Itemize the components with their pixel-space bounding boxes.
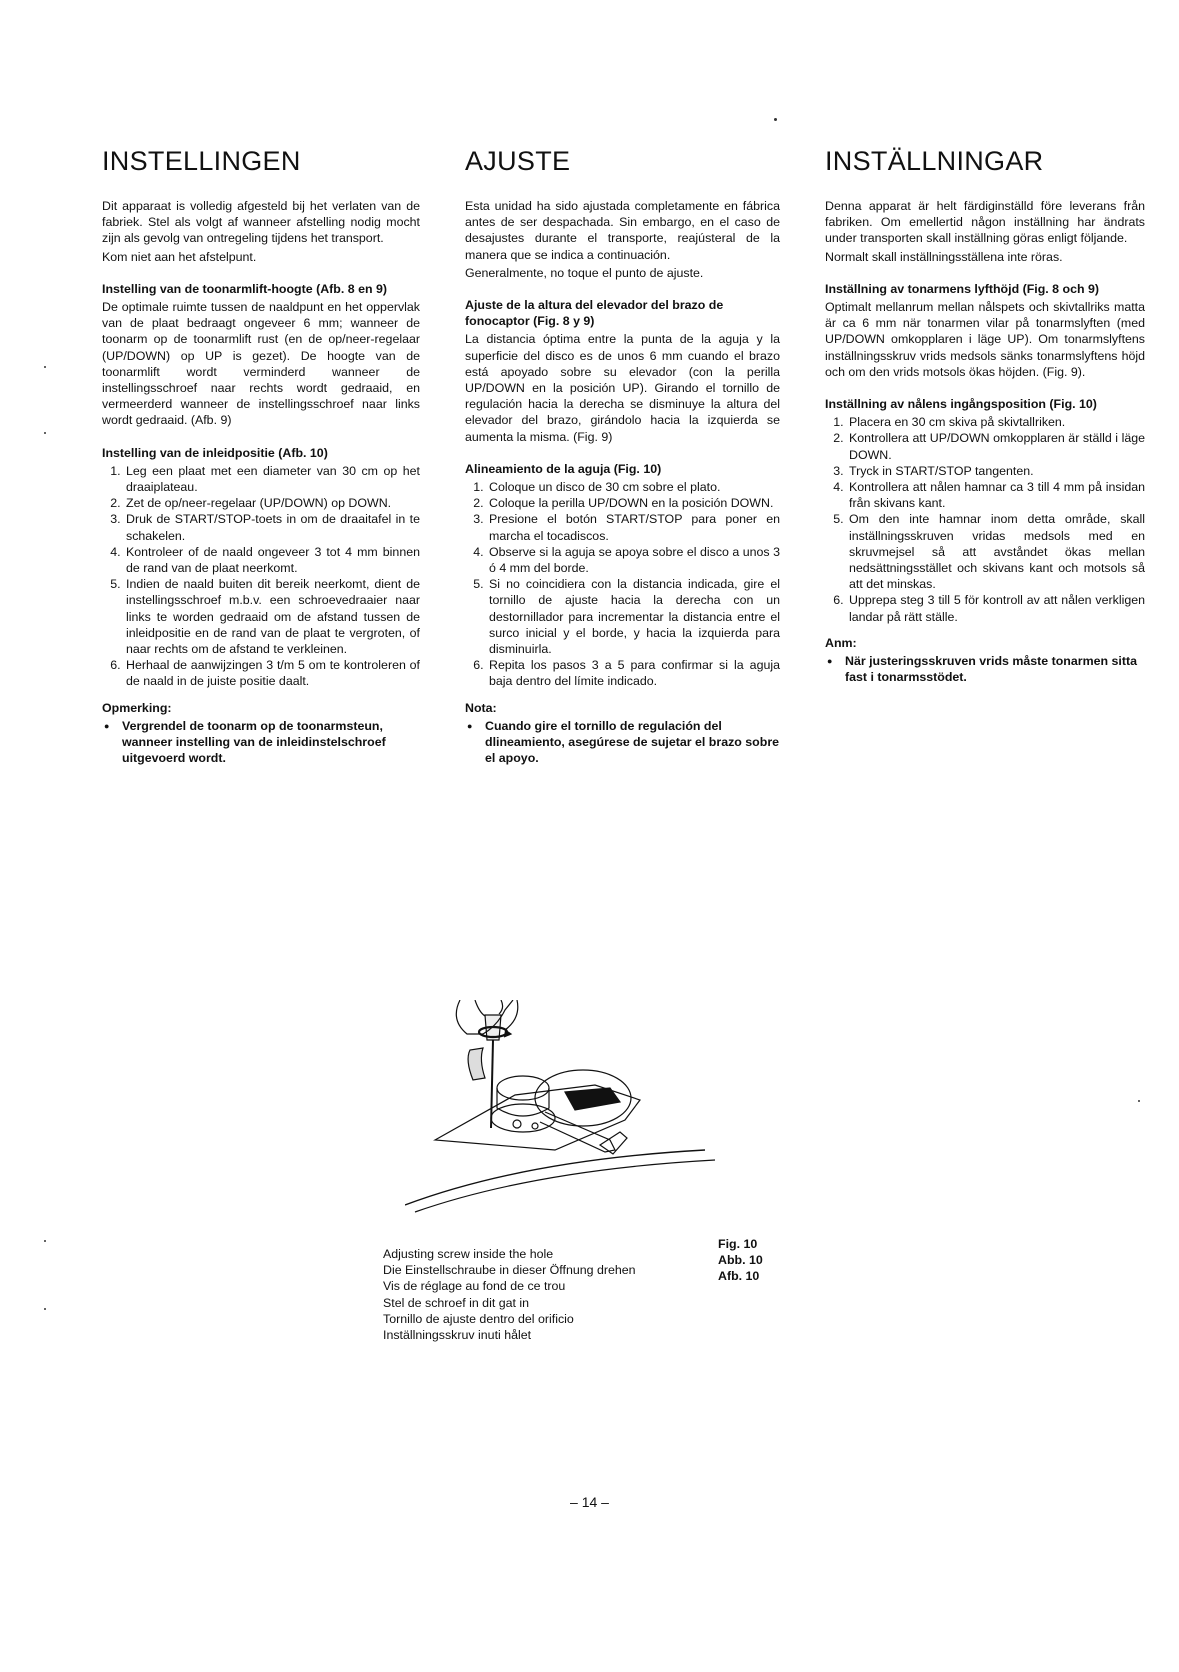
list-item: 2. Coloque la perilla UP/DOWN en la posición DOWN. xyxy=(487,495,780,511)
list-item: 1. Leg een plaat met een diameter van 30 cm op het draaiplateau. xyxy=(124,463,420,495)
figure-label-line: Abb. 10 xyxy=(718,1253,763,1268)
list-item: 2. Zet de op/neer-regelaar (UP/DOWN) op DOWN. xyxy=(124,495,420,511)
note-label: Anm: xyxy=(825,635,857,650)
caption-line: Die Einstellschraube in dieser Öffnung drehen xyxy=(383,1263,636,1278)
figure-label-line: Afb. 10 xyxy=(718,1269,760,1284)
figure-label xyxy=(718,1236,763,1285)
subsection-heading: Inställning av tonarmens lyfthöjd (Fig. 8 och 9) xyxy=(825,281,1099,296)
list-item: 3. Druk de START/STOP-toets in om de draaitafel in te schakelen. xyxy=(124,511,420,543)
scan-speck xyxy=(44,366,46,368)
intro-note: Normalt skall inställningsställena inte röras. xyxy=(825,249,1063,264)
list-item: 5. Om den inte hamnar inom detta område, skall inställningsskruven vridas medsols med en skruvmejsel så att avståndet ökas mellan nedsättningsstället och skivans kant och motsols så att det minskas. xyxy=(847,511,1145,592)
list-item: 4. Observe si la aguja se apoya sobre el disco a unos 3 ó 4 mm del borde. xyxy=(487,544,780,576)
list-item: 3. Presione el botón START/STOP para poner en marcha el tocadiscos. xyxy=(487,511,780,543)
subsection-heading: Instelling van de inleidpositie (Afb. 10) xyxy=(102,445,328,460)
subsection-lead-in xyxy=(102,445,420,690)
subsection-tonearm-lift xyxy=(465,297,780,445)
caption-line: Adjusting screw inside the hole xyxy=(383,1247,554,1261)
platter-edge-inner xyxy=(415,1160,715,1212)
pivot-base xyxy=(491,1104,555,1132)
turntable-adjustment-illustration xyxy=(405,1000,725,1215)
subsection-body: Optimalt mellanrum mellan nålspets och skivtallriks matta är ca 6 mm när tonarmen vilar på tonarmslyften (med UP/DOWN omkopplaren i läge UP). Om tonarmslyftens inställningsskruv vrids medsols sänks tonarmslyftens höjd och om den vrids motsols ökas höjden. (Fig. 9). xyxy=(825,300,1145,379)
steps-list xyxy=(102,463,420,690)
subsection-lead-in xyxy=(825,396,1145,625)
scan-speck xyxy=(44,1308,46,1310)
scan-speck xyxy=(1138,1100,1140,1102)
list-item: 6. Repita los pasos 3 a 5 para confirmar si la aguja baja dentro del límite indicado. xyxy=(487,657,780,689)
note-list xyxy=(465,718,780,767)
screwdriver-shaft xyxy=(491,1040,493,1128)
column-spanish xyxy=(465,146,780,767)
steps-list xyxy=(825,414,1145,625)
caption-line: Inställningsskruv inuti hålet xyxy=(383,1328,532,1343)
pivot-hole xyxy=(513,1120,521,1128)
subsection-lead-in xyxy=(465,461,780,690)
figure-label-line: Fig. 10 xyxy=(718,1237,758,1251)
tonearm xyxy=(540,1112,615,1152)
list-item: 5. Si no coincidiera con la distancia indicada, gire el tornillo de ajuste hacia la derecha con un destornillador para incrementar la distancia entre el surco inicial y el borde, y hacia la izquierda para disminuirla. xyxy=(487,576,780,657)
intro-text: Esta unidad ha sido ajustada completamente en fábrica antes de ser despachada. Sin embargo, en el caso de desajustes durante el transporte, reajústeral de la manera que se indica a continuación. xyxy=(465,199,780,262)
figure-caption xyxy=(383,1246,636,1343)
list-item: 6. Upprepa steg 3 till 5 för kontroll av att nålen verkligen landar på rätt ställe. xyxy=(847,592,1145,624)
subsection-heading: Ajuste de la altura del elevador del brazo de fonocaptor (Fig. 8 y 9) xyxy=(465,298,724,329)
list-item: 5. Indien de naald buiten dit bereik neerkomt, dient de instellingsschroef m.b.v. een schroevedraaier naar links te worden gedraaid om de afstand tussen de inleidpositie en de rand van de plaat te vergroten, of naar rechts om de afstand te verkleinen. xyxy=(124,576,420,657)
intro-text: Denna apparat är helt färdiginställd före leverans från fabriken. Om emellertid någon inställning har ändrats under transporten skall inställning göras enligt följande. xyxy=(825,199,1145,246)
list-item: 4. Kontroleer of de naald ongeveer 3 tot 4 mm binnen de rand van de plaat neerkomt. xyxy=(124,544,420,576)
intro-note: Kom niet aan het afstelpunt. xyxy=(102,249,257,264)
scan-speck xyxy=(774,118,777,121)
note-list xyxy=(102,718,420,767)
list-item: 4. Kontrollera att nålen hamnar ca 3 till 4 mm på insidan från skivans kant. xyxy=(847,479,1145,511)
counterweight xyxy=(565,1088,620,1110)
scan-speck xyxy=(44,1240,46,1242)
note-list xyxy=(825,653,1145,685)
list-item: 1. Coloque un disco de 30 cm sobre el plato. xyxy=(487,479,780,495)
subsection-tonearm-lift xyxy=(102,281,420,429)
pivot-top xyxy=(497,1076,549,1100)
steps-list xyxy=(465,479,780,690)
note-text: ● När justeringsskruven vrids måste tonarmen sitta fast i tonarmsstödet. xyxy=(845,653,1145,685)
note-text: ● Vergrendel de toonarm op de toonarmsteun, wanneer instelling van de inleidinstelschroef uitgevoerd wordt. xyxy=(122,718,420,767)
caption-line: Stel de schroef in dit gat in xyxy=(383,1295,530,1310)
list-item: 1. Placera en 30 cm skiva på skivtallriken. xyxy=(847,414,1145,430)
subsection-heading: Inställning av nålens ingångsposition (Fig. 10) xyxy=(825,397,1097,412)
caption-line: Tornillo de ajuste dentro del orificio xyxy=(383,1311,574,1326)
subsection-body: La distancia óptima entre la punta de la aguja y la superficie del disco es de unos 6 mm cuando el brazo está apoyado sobre su elevador (con la perilla UP/DOWN en la posición UP). Girando el tornillo de regulación hacia la derecha se disminuye la altura del elevador del brazo, girándolo hacia la izquierda se aumenta la misma. (Fig. 9) xyxy=(465,332,780,444)
section-title: AJUSTE xyxy=(465,146,571,176)
caption-line: Vis de réglage au fond de ce trou xyxy=(383,1279,566,1294)
intro-text: Dit apparaat is volledig afgesteld bij het verlaten van de fabriek. Stel als volgt af wanneer afstelling nodig mocht zijn als gevolg van ontregeling tijdens het transport. xyxy=(102,199,420,246)
subsection-body: De optimale ruimte tussen de naaldpunt en het oppervlak van de plaat bedraagt ongeveer 6 mm; wanneer de toonarm op de toonarmlift rust (en de op/neer-regelaar (UP/DOWN) op UP is gezet). De hoogte van de toonarmlift wordt verminderd wanneer de instellingsschroef naar rechts wordt gedraaid, en vermeerderd wanneer de instellingsschroef naar links wordt gedraaid. (Afb. 9) xyxy=(102,300,420,428)
column-swedish xyxy=(825,146,1145,685)
section-title: INSTÄLLNINGAR xyxy=(825,146,1044,176)
subsection-tonearm-lift xyxy=(825,281,1145,380)
page-number: – 14 – xyxy=(570,1494,609,1510)
section-title: INSTELLINGEN xyxy=(102,146,301,176)
list-item: 6. Herhaal de aanwijzingen 3 t/m 5 om te kontroleren of de naald in de juiste positie daalt. xyxy=(124,657,420,689)
note-label: Opmerking: xyxy=(102,700,172,715)
intro-note: Generalmente, no toque el punto de ajuste. xyxy=(465,265,704,280)
subsection-heading: Alineamiento de la aguja (Fig. 10) xyxy=(465,461,662,476)
scan-speck xyxy=(44,432,46,434)
list-item: 2. Kontrollera att UP/DOWN omkopplaren är ställd i läge DOWN. xyxy=(847,430,1145,462)
note-text: ● Cuando gire el tornillo de regulación del dlineamiento, asegúrese de sujetar el brazo sobre el apoyo. xyxy=(485,718,780,767)
arm-rest xyxy=(468,1048,485,1080)
column-dutch xyxy=(102,146,420,767)
list-item: 3. Tryck in START/STOP tangenten. xyxy=(847,463,1145,479)
note-label: Nota: xyxy=(465,700,497,715)
subsection-heading: Instelling van de toonarmlift-hoogte (Afb. 8 en 9) xyxy=(102,281,387,296)
